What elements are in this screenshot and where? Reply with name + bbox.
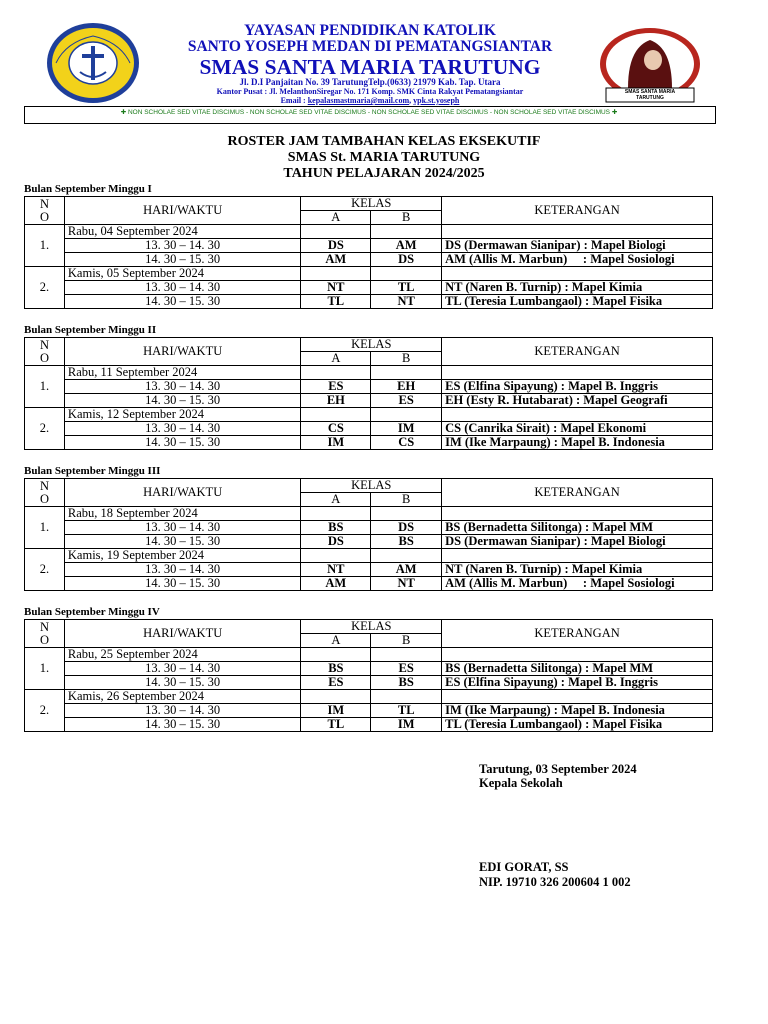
address-line2: Kantor Pusat : Jl. MelanthonSiregar No. 171 Komp. SMK Cinta Rakyat Pematangsiantar: [216, 87, 524, 96]
kelas-a-teacher: DS: [301, 535, 371, 549]
time-slot: 14. 30 – 15. 30: [64, 535, 300, 549]
kelas-b-teacher: TL: [371, 704, 442, 718]
table-row: [25, 253, 713, 267]
row-number: 1.: [25, 366, 65, 408]
empty-cell: [442, 507, 713, 521]
empty-cell: [371, 549, 442, 563]
doc-title-line1: ROSTER JAM TAMBAHAN KELAS EKSEKUTIF: [227, 134, 541, 149]
day-date: Kamis, 05 September 2024: [64, 267, 300, 281]
empty-cell: [371, 507, 442, 521]
empty-cell: [301, 267, 371, 281]
empty-cell: [301, 690, 371, 704]
time-slot: 13. 30 – 14. 30: [64, 380, 301, 394]
email-link[interactable]: kepalasmastmaria@mail.com: [307, 96, 410, 105]
header-no: N O: [25, 620, 65, 648]
empty-cell: [371, 225, 442, 239]
day-row: [25, 408, 713, 422]
keterangan: AM (Allis M. Marbun) : Mapel Sosiologi: [442, 577, 713, 591]
keterangan: TL (Teresia Lumbangaol) : Mapel Fisika: [442, 718, 713, 732]
keterangan: DS (Dermawan Sianipar) : Mapel Biologi: [442, 239, 713, 253]
header-no: N O: [25, 338, 65, 366]
keterangan: NT (Naren B. Turnip) : Mapel Kimia: [442, 563, 713, 577]
kelas-a-teacher: BS: [301, 662, 371, 676]
kelas-b-teacher: AM: [371, 563, 442, 577]
day-date: Rabu, 11 September 2024: [64, 366, 301, 380]
keterangan: IM (Ike Marpaung) : Mapel B. Indonesia: [442, 704, 713, 718]
day-date: Rabu, 25 September 2024: [64, 648, 301, 662]
keterangan: AM (Allis M. Marbun) : Mapel Sosiologi: [442, 253, 713, 267]
kelas-b-teacher: BS: [371, 676, 442, 690]
header-kelas-a: A: [301, 352, 371, 366]
day-date: Rabu, 18 September 2024: [64, 507, 300, 521]
row-number: 1.: [25, 225, 65, 267]
kelas-a-teacher: NT: [301, 281, 371, 295]
doc-title-line2: SMAS St. MARIA TARUTUNG: [287, 150, 481, 165]
table-row: [25, 563, 713, 577]
motto-text: ✚ NON SCHOLAE SED VITAE DISCIMUS - NON SCHOLAE SED VITAE DISCIMUS - NON SCHOLAE SED VITAE DISCIMUS - NON SCHOLAE SED VITAE DISCIMUS ✚: [120, 109, 618, 116]
header-no: N O: [25, 479, 65, 507]
header-kelas-b: B: [371, 493, 442, 507]
kelas-a-teacher: AM: [301, 253, 371, 267]
row-number: 1.: [25, 648, 65, 690]
empty-cell: [301, 366, 371, 380]
empty-cell: [442, 648, 713, 662]
day-date: Kamis, 19 September 2024: [64, 549, 300, 563]
doc-title-line3: TAHUN PELAJARAN 2024/2025: [283, 166, 485, 181]
empty-cell: [301, 549, 371, 563]
table-row: [25, 676, 713, 690]
kelas-b-teacher: AM: [371, 239, 442, 253]
table-row: [25, 521, 713, 535]
kelas-b-teacher: DS: [371, 521, 442, 535]
kelas-b-teacher: IM: [371, 718, 442, 732]
table-header-row: [25, 479, 713, 493]
kelas-a-teacher: ES: [301, 380, 371, 394]
keterangan: CS (Canrika Sirait) : Mapel Ekonomi: [442, 422, 713, 436]
day-date: Rabu, 04 September 2024: [64, 225, 300, 239]
empty-cell: [442, 267, 713, 281]
contact-line: Email : kepalasmastmaria@mail.com, ypk.st.yoseph: [280, 96, 460, 105]
day-date: Kamis, 12 September 2024: [64, 408, 301, 422]
day-row: [25, 225, 713, 239]
keterangan: DS (Dermawan Sianipar) : Mapel Biologi: [442, 535, 713, 549]
kelas-a-teacher: TL: [301, 718, 371, 732]
kelas-b-teacher: EH: [371, 380, 442, 394]
day-row: [25, 690, 713, 704]
table-row: [25, 662, 713, 676]
keterangan: TL (Teresia Lumbangaol) : Mapel Fisika: [442, 295, 713, 309]
roster-table: [24, 196, 713, 309]
table-row: [25, 394, 713, 408]
kelas-b-teacher: BS: [371, 535, 442, 549]
kelas-a-teacher: EH: [301, 394, 371, 408]
time-slot: 14. 30 – 15. 30: [64, 577, 300, 591]
row-number: 2.: [25, 267, 65, 309]
kelas-a-teacher: NT: [301, 563, 371, 577]
kelas-b-teacher: TL: [371, 281, 442, 295]
table-row: [25, 704, 713, 718]
empty-cell: [371, 267, 442, 281]
table-row: [25, 281, 713, 295]
header-kelas-a: A: [301, 493, 371, 507]
table-row: [25, 436, 713, 450]
keterangan: NT (Naren B. Turnip) : Mapel Kimia: [442, 281, 713, 295]
empty-cell: [371, 690, 442, 704]
table-header-row: [25, 620, 713, 634]
kelas-b-teacher: NT: [371, 295, 442, 309]
header-hari-waktu: HARI/WAKTU: [64, 197, 300, 225]
time-slot: 14. 30 – 15. 30: [64, 394, 301, 408]
table-row: [25, 577, 713, 591]
table-header-row: [25, 197, 713, 211]
empty-cell: [442, 690, 713, 704]
empty-cell: [371, 648, 442, 662]
school-name: SMAS SANTA MARIA TARUTUNG: [199, 55, 541, 79]
header-kelas-b: B: [371, 634, 442, 648]
foundation-logo: [46, 22, 140, 104]
signature-place-date: Tarutung, 03 September 2024: [479, 762, 637, 776]
header-kelas-a: A: [301, 211, 371, 225]
empty-cell: [301, 507, 371, 521]
signature-name: EDI GORAT, SS: [479, 860, 569, 874]
empty-cell: [301, 648, 371, 662]
kelas-a-teacher: IM: [301, 704, 371, 718]
empty-cell: [301, 408, 371, 422]
empty-cell: [442, 408, 713, 422]
kelas-b-teacher: CS: [371, 436, 442, 450]
header-kelas-b: B: [371, 211, 442, 225]
kelas-b-teacher: IM: [371, 422, 442, 436]
keterangan: ES (Elfina Sipayung) : Mapel B. Inggris: [442, 380, 713, 394]
kelas-b-teacher: NT: [371, 577, 442, 591]
table-row: [25, 535, 713, 549]
table-row: [25, 239, 713, 253]
week-label: Bulan September Minggu III: [24, 465, 161, 477]
row-number: 1.: [25, 507, 65, 549]
week-label: Bulan September Minggu II: [24, 324, 157, 336]
time-slot: 13. 30 – 14. 30: [64, 281, 300, 295]
empty-cell: [442, 549, 713, 563]
header-kelas: KELAS: [301, 479, 442, 493]
time-slot: 14. 30 – 15. 30: [64, 718, 301, 732]
table-row: [25, 718, 713, 732]
address-line1: Jl. D.I Panjaitan No. 39 TarutungTelp.(0633) 21979 Kab. Tap. Utara: [239, 77, 501, 87]
header-hari-waktu: HARI/WAKTU: [64, 479, 300, 507]
row-number: 2.: [25, 549, 65, 591]
kelas-a-teacher: DS: [301, 239, 371, 253]
header-kelas-b: B: [371, 352, 442, 366]
roster-table: [24, 478, 713, 591]
kelas-a-teacher: BS: [301, 521, 371, 535]
header-hari-waktu: HARI/WAKTU: [64, 620, 301, 648]
foundation-name-line2: SANTO YOSEPH MEDAN DI PEMATANGSIANTAR: [187, 38, 553, 55]
kelas-a-teacher: AM: [301, 577, 371, 591]
row-number: 2.: [25, 690, 65, 732]
school-logo-caption: SMAS SANTA MARIA TARUTUNG: [624, 89, 676, 101]
time-slot: 13. 30 – 14. 30: [64, 704, 301, 718]
time-slot: 14. 30 – 15. 30: [64, 676, 301, 690]
kelas-a-teacher: IM: [301, 436, 371, 450]
day-row: [25, 366, 713, 380]
signature-nip: NIP. 19710 326 200604 1 002: [479, 875, 631, 889]
web-link[interactable]: ypk.st.yoseph: [413, 96, 460, 105]
empty-cell: [442, 366, 713, 380]
keterangan: IM (Ike Marpaung) : Mapel B. Indonesia: [442, 436, 713, 450]
week-label: Bulan September Minggu IV: [24, 606, 160, 618]
keterangan: ES (Elfina Sipayung) : Mapel B. Inggris: [442, 676, 713, 690]
header-kelas: KELAS: [301, 197, 442, 211]
day-row: [25, 267, 713, 281]
header-keterangan: KETERANGAN: [442, 197, 713, 225]
empty-cell: [442, 225, 713, 239]
day-row: [25, 507, 713, 521]
time-slot: 14. 30 – 15. 30: [64, 436, 301, 450]
signature-position: Kepala Sekolah: [479, 776, 563, 790]
roster-table: [24, 619, 713, 732]
time-slot: 13. 30 – 14. 30: [64, 563, 300, 577]
kelas-a-teacher: ES: [301, 676, 371, 690]
keterangan: EH (Esty R. Hutabarat) : Mapel Geografi: [442, 394, 713, 408]
day-date: Kamis, 26 September 2024: [64, 690, 301, 704]
keterangan: BS (Bernadetta Silitonga) : Mapel MM: [442, 521, 713, 535]
kelas-b-teacher: ES: [371, 662, 442, 676]
table-row: [25, 295, 713, 309]
time-slot: 14. 30 – 15. 30: [64, 295, 300, 309]
empty-cell: [301, 225, 371, 239]
roster-table: [24, 337, 713, 450]
table-header-row: [25, 338, 713, 352]
header-keterangan: KETERANGAN: [442, 620, 713, 648]
row-number: 2.: [25, 408, 65, 450]
header-hari-waktu: HARI/WAKTU: [64, 338, 301, 366]
header-kelas-a: A: [301, 634, 371, 648]
time-slot: 14. 30 – 15. 30: [64, 253, 300, 267]
day-row: [25, 549, 713, 563]
week-label: Bulan September Minggu I: [24, 183, 152, 195]
header-kelas: KELAS: [301, 338, 442, 352]
table-row: [25, 422, 713, 436]
table-row: [25, 380, 713, 394]
time-slot: 13. 30 – 14. 30: [64, 521, 300, 535]
header-keterangan: KETERANGAN: [442, 338, 713, 366]
time-slot: 13. 30 – 14. 30: [64, 422, 301, 436]
foundation-name-line1: YAYASAN PENDIDIKAN KATOLIK: [244, 22, 496, 39]
header-kelas: KELAS: [301, 620, 442, 634]
kelas-b-teacher: DS: [371, 253, 442, 267]
empty-cell: [371, 366, 442, 380]
kelas-b-teacher: ES: [371, 394, 442, 408]
empty-cell: [371, 408, 442, 422]
keterangan: BS (Bernadetta Silitonga) : Mapel MM: [442, 662, 713, 676]
header-no: N O: [25, 197, 65, 225]
kelas-a-teacher: TL: [301, 295, 371, 309]
time-slot: 13. 30 – 14. 30: [64, 662, 301, 676]
day-row: [25, 648, 713, 662]
header-keterangan: KETERANGAN: [442, 479, 713, 507]
kelas-a-teacher: CS: [301, 422, 371, 436]
time-slot: 13. 30 – 14. 30: [64, 239, 300, 253]
